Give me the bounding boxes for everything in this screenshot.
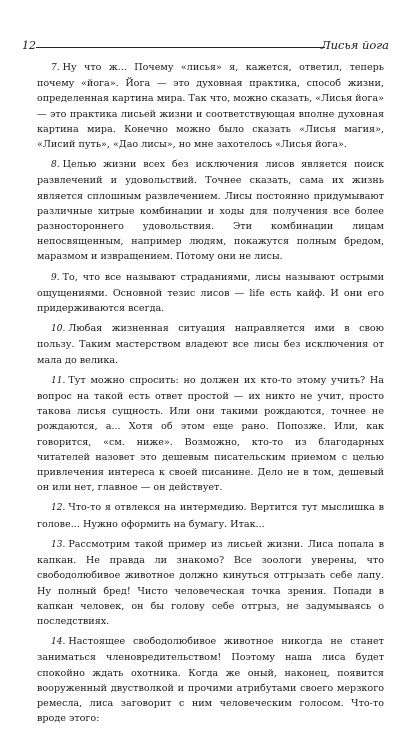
paragraph-text: Любая жизненная ситуация направляется ими в свою пользу. Таким мастерством владеют все лисы без исключения от мала до велика. <box>37 323 384 366</box>
page-body <box>37 60 384 731</box>
paragraph-9 <box>37 270 384 317</box>
header-rule <box>36 47 325 48</box>
page-number: 12 <box>22 39 36 52</box>
paragraph-text: Тут можно спросить: но должен их кто-то этому учить? На вопрос на такой есть ответ простой — их никто не учит, просто такова лисья сущность. Или они такими рождаются, точнее не рождаются, а... Хотя об этом еще рано. Попозже. Или, как говорится, «см. ниже». Возможно, кто-то из благодарных читателей назовет это дешевым писательским приемом с целью привлечения интереса к своей писанине. Дело не в том, дешевый он или нет, главное — он действует. <box>37 374 384 494</box>
paragraph-text: Целью жизни всех без исключения лисов является поиск развлечений и удовольствий. Точнее сказать, сама их жизнь является сплошным развлечением. Лисы постоянно придумывают различные хитрые комбинации и ходы для получения все более разностороннего удовольствия. Эти комбинации лицам непосвященным, например людям, покажутся полным бредом, маразмом и извращением. Потому они не лисы. <box>37 159 384 263</box>
paragraph-13 <box>37 537 384 629</box>
paragraph-7 <box>37 60 384 152</box>
paragraph-14 <box>37 634 384 726</box>
paragraph-10 <box>37 321 384 368</box>
running-header <box>22 39 389 53</box>
paragraph-8 <box>37 157 384 264</box>
paragraph-number: 9. <box>51 272 60 283</box>
paragraph-number: 12. <box>51 503 66 514</box>
paragraph-text: То, что все называют страданиями, лисы называют острыми ощущениями. Основной тезис лисов — life есть кайф. И они его придерживаются всегда. <box>37 271 384 315</box>
paragraph-number: 7. <box>51 63 60 73</box>
paragraph-number: 10. <box>51 324 66 335</box>
paragraph-text: Рассмотрим такой пример из лисьей жизни. Лиса попала в капкан. Не правда ли знакомо? Все зоологи уверены, что свободолюбивое животное должно кинуться отгрызать себе лапу. Ну полный бред! Чисто человеческая точка зрения. Попади в капкан человек, он бы голову себе отгрыз, не задумываясь о последствиях. <box>37 538 384 627</box>
paragraph-text: Настоящее свободолюбивое животное никогда не станет заниматься членовредительством! Поэтому наша лиса будет спокойно ждать охотника. Когда же оный, наконец, появится вооруженный двустволкой и прочими атрибутами своего мерзкого ремесла, лиса заговорит с ним человеческим голосом. Что-то вроде этого: <box>37 636 384 725</box>
paragraph-number: 8. <box>51 160 60 171</box>
paragraph-12 <box>37 500 384 531</box>
paragraph-text: Что-то я отвлекся на интермедию. Вертится тут мыслишка в голове... Нужно оформить на бумагу. Итак... <box>37 502 384 530</box>
paragraph-number: 14. <box>51 637 66 648</box>
paragraph-11 <box>37 373 384 496</box>
running-title: Лисья йога <box>321 38 389 52</box>
paragraph-number: 11. <box>51 375 66 386</box>
paragraph-number: 13. <box>51 539 66 550</box>
paragraph-text: Ну что ж... Почему «лисья» я, кажется, ответил, теперь почему «йога». Йога — это духовная практика, способ жизни, определенная картина мира. Так что, можно сказать, «Лисья йога» — это практика лисьей жизни и соответствующая вполне духовная картина мира. Конечно можно было сказать «Лисья магия», «Лисий путь», «Дао лисы», но мне захотелось «Лисья йога». <box>37 62 384 151</box>
